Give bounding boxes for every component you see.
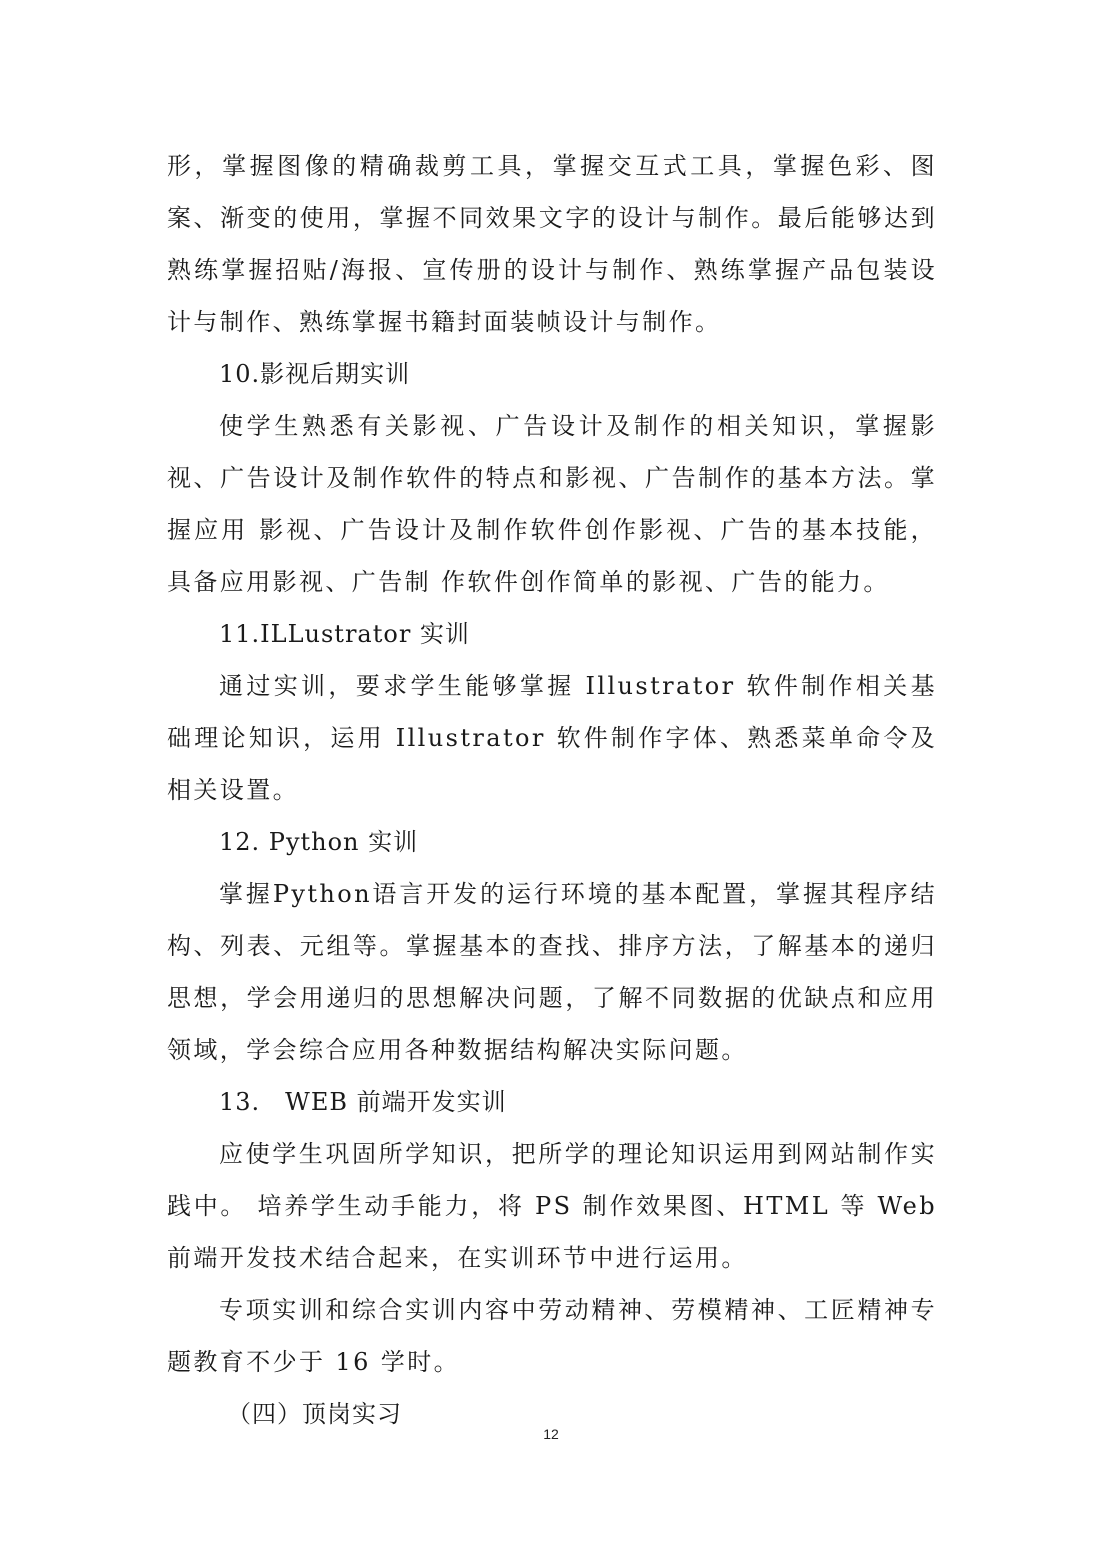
paragraph-web-frontend: 应使学生巩固所学知识，把所学的理论知识运用到网站制作实践中。 培养学生动手能力，将 PS 制作效果图、HTML 等 Web 前端开发技术结合起来，在实训环节中进行运用。 bbox=[167, 1140, 937, 1272]
heading-illustrator: 11.ILLustrator 实训 bbox=[219, 620, 470, 648]
heading-python: 12. Python 实训 bbox=[219, 828, 419, 856]
subheading-internship: （四）顶岗实习 bbox=[227, 1400, 402, 1428]
heading-web-frontend: 13. WEB 前端开发实训 bbox=[219, 1088, 507, 1116]
paragraph-film-post-production: 使学生熟悉有关影视、广告设计及制作的相关知识，掌握影视、广告设计及制作软件的特点和影视、广告制作的基本方法。掌握应用 影视、广告设计及制作软件创作影视、广告的基本技能，具备应用影视、广告制 作软件创作简单的影视、广告的能力。 bbox=[167, 412, 937, 596]
paragraph-photoshop-skills: 形，掌握图像的精确裁剪工具，掌握交互式工具，掌握色彩、图案、渐变的使用，掌握不同效果文字的设计与制作。最后能够达到熟练掌握招贴/海报、宣传册的设计与制作、熟练掌握产品包装设计与制作、熟练掌握书籍封面装帧设计与制作。 bbox=[167, 152, 937, 336]
paragraph-illustrator: 通过实训，要求学生能够掌握 Illustrator 软件制作相关基础理论知识，运用 Illustrator 软件制作字体、熟悉菜单命令及相关设置。 bbox=[167, 672, 937, 804]
page-number: 12 bbox=[543, 1426, 559, 1442]
heading-film-post-production: 10.影视后期实训 bbox=[219, 360, 411, 388]
paragraph-python: 掌握Python语言开发的运行环境的基本配置，掌握其程序结构、列表、元组等。掌握基本的查找、排序方法，了解基本的递归思想，学会用递归的思想解决问题，了解不同数据的优缺点和应用领域，学会综合应用各种数据结构解决实际问题。 bbox=[167, 880, 937, 1064]
document-body bbox=[167, 140, 937, 1440]
paragraph-labor-spirit: 专项实训和综合实训内容中劳动精神、劳模精神、工匠精神专题教育不少于 16 学时。 bbox=[167, 1296, 937, 1376]
